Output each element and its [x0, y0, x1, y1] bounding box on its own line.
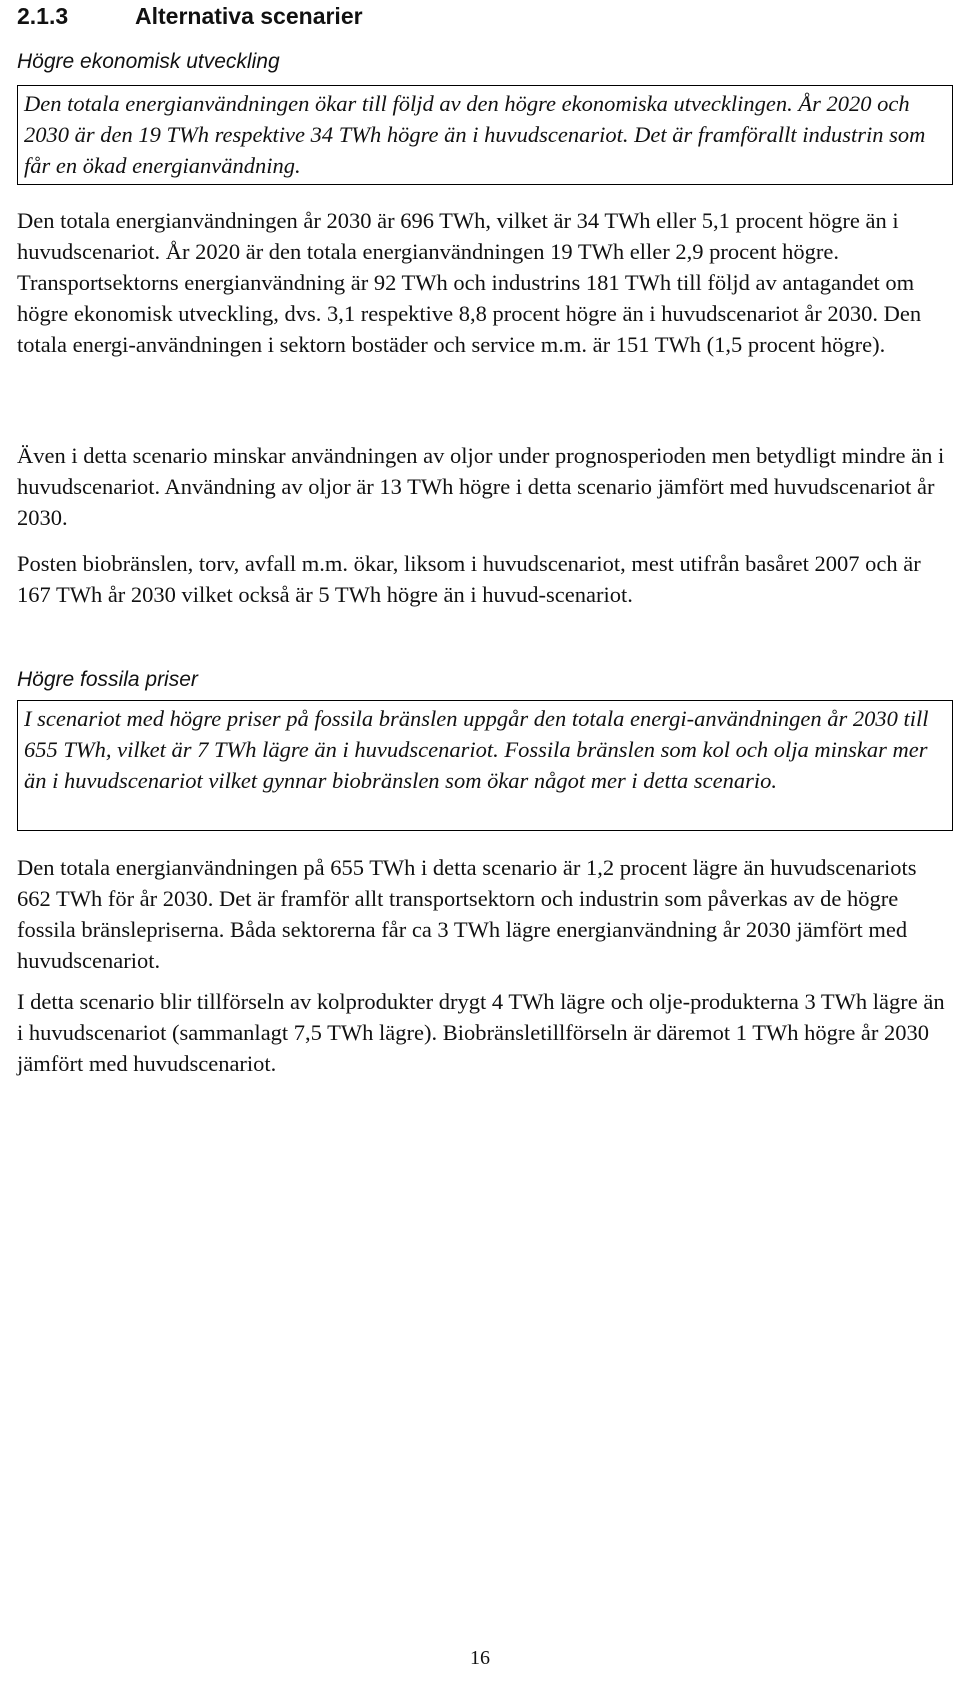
summary-text: Den totala energianvändningen ökar till följd av den högre ekonomiska utvecklingen. År 2020 och 2030 är den 19 TWh respektive 34 TWh högre än i huvudscenariot. Det är framförallt industrin som får en ökad energianvändning. [24, 91, 926, 178]
paragraph: Den totala energianvändningen på 655 TWh i detta scenario är 1,2 procent lägre än huvudscenariots 662 TWh för år 2030. Det är framför allt transportsektorn och industrin som påverkas av de högre fossila bränslepriserna. Båda sektorerna får ca 3 TWh lägre energianvändning år 2030 jämfört med huvudscenariot. [17, 855, 917, 973]
section-title: Alternativa scenarier [135, 3, 363, 29]
summary-box-high-growth [17, 85, 953, 185]
paragraph: Posten biobränslen, torv, avfall m.m. ökar, liksom i huvudscenariot, mest utifrån basåret 2007 och är 167 TWh år 2030 vilket också är 5 TWh högre än i huvud-scenariot. [17, 551, 921, 607]
paragraph: Även i detta scenario minskar användningen av oljor under prognosperioden men betydligt mindre än i huvudscenariot. Användning av oljor är 13 TWh högre i detta scenario jämfört med huvudscenariot år 2030. [17, 443, 945, 530]
subheading-high-growth: Högre ekonomisk utveckling [17, 50, 280, 73]
subheading-high-fossil: Högre fossila priser [17, 668, 198, 691]
section-number: 2.1.3 [17, 3, 69, 29]
paragraph: I detta scenario blir tillförseln av kolprodukter drygt 4 TWh lägre och olje-produkterna 3 TWh lägre än i huvudscenariot (sammanlagt 7,5 TWh lägre). Biobränsletillförseln är däremot 1 TWh högre år 2030 jämfört med huvudscenariot. [17, 989, 945, 1076]
section-heading [17, 1, 363, 31]
page-number: 16 [470, 1647, 490, 1669]
summary-text: I scenariot med högre priser på fossila bränslen uppgår den totala energi-användningen år 2030 till 655 TWh, vilket är 7 TWh lägre än i huvudscenariot. Fossila bränslen som kol och olja minskar mer än i huvudscenariot vilket gynnar biobränslen som ökar något mer i detta scenario. [24, 706, 929, 793]
summary-box-high-fossil [17, 700, 953, 831]
paragraph: Den totala energianvändningen år 2030 är 696 TWh, vilket är 34 TWh eller 5,1 procent högre än i huvudscenariot. År 2020 är den totala energianvändningen 19 TWh eller 2,9 procent högre. Transportsektorns energianvändning är 92 TWh och industrins 181 TWh till följd av antagandet om högre ekonomisk utveckling, dvs. 3,1 respektive 8,8 procent högre än i huvudscenariot år 2030. Den totala energi-användningen i sektorn bostäder och service m.m. är 151 TWh (1,5 procent högre). [17, 208, 922, 357]
